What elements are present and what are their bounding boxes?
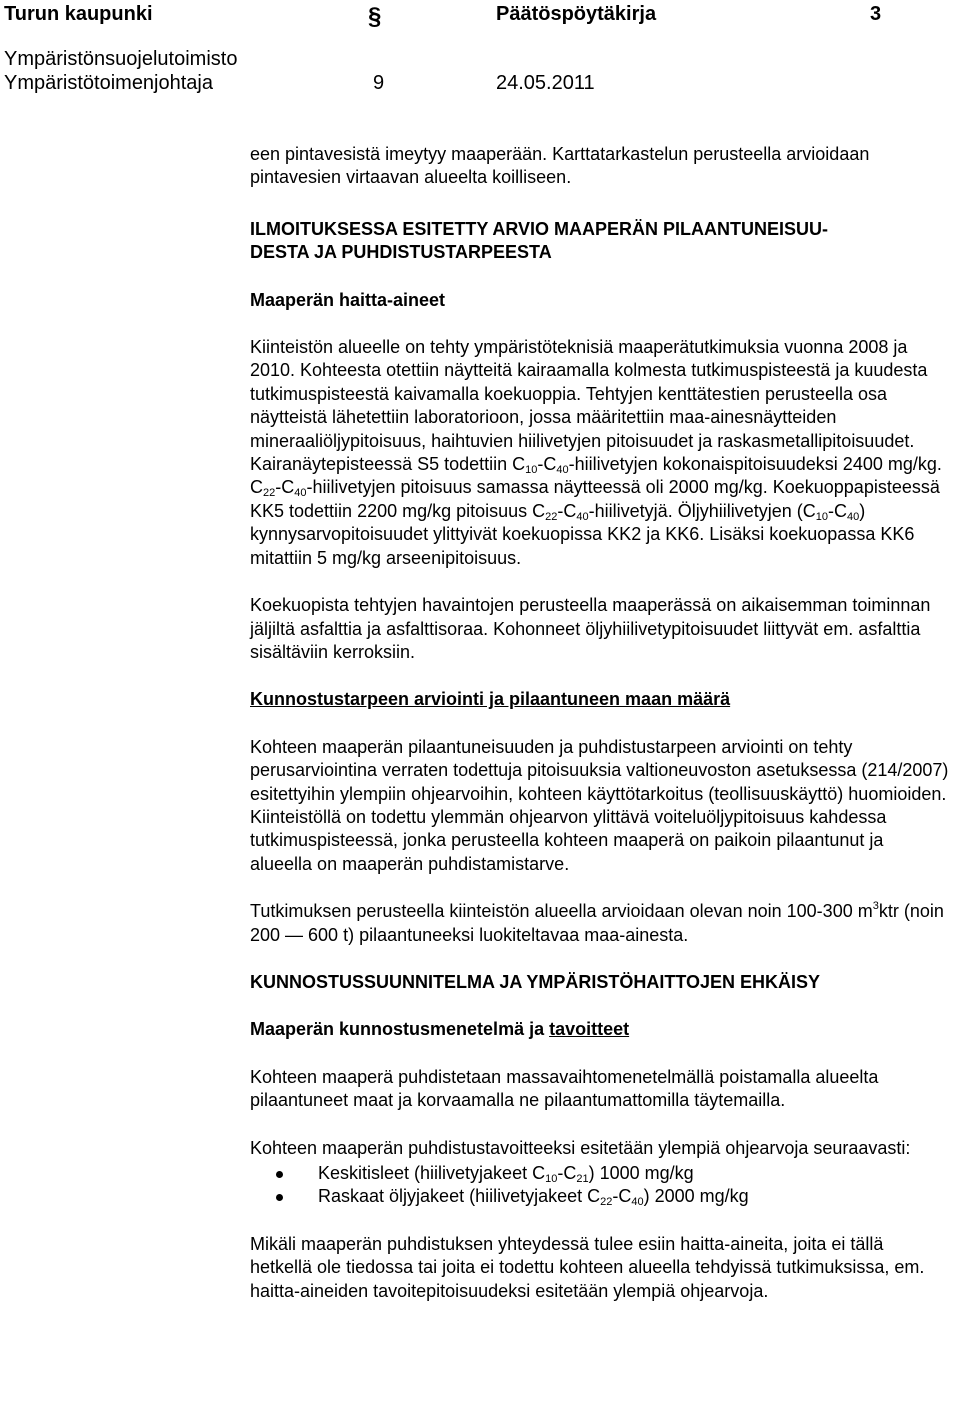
subscript: 10 [525,464,538,477]
paragraph-surface-water: een pintavesistä imeytyy maaperään. Karttatarkastelun perusteella arvioidaan pintavesien virtaavan alueelta koilliseen. [250,144,870,188]
paragraph-soil-studies: Kiinteistön alueelle on tehty ympäristöteknisiä maaperätutkimuksia vuonna 2008 ja 2010. Kohteesta otettiin näytteitä kairaamalla kolmesta tutkimuspisteestä ja kuudesta tutkimuspisteestä kaivamalla koekuoppia. Tehtyjen kenttätestien perusteella osa näytteistä lähetettiin laboratorioon, jossa määritettiin maa-ainesnäytteiden mineraaliöljypitoisuus, haihtuvien hiilivetyjen pitoisuudet ja raskasmetallipitoisuudet. Kairanäytepisteessä S5 todettiin $C_{10}-C_{40}$-hiilivetyjen kokonaispitoisuudeksi 2400 mg/kg. $C_{22}-C_{40}$-hiilivetyjen pitoisuus samassa näytteessä oli 2000 mg/kg. Koekuoppapisteessä KK5 todettiin 2200 mg/kg pitoisuus $C_{22}-C_{40}$-hiilivetyjä. Öljyhiilivetyjen $(C_{10}-C_{40})$ kynnysarvopitoisuudet ylittyivät koekuopissa KK2 ja KK6. Lisäksi koekuopassa KK6 mitattiin 5 mg/kg arseenipitoisuus. [250,337,942,568]
bullet-icon [276,1194,283,1201]
target-list [250,1162,950,1209]
subscript: 22 [545,510,558,523]
text-run: -hiilivetyjen pitoisuus samassa näytteessä oli 2000 mg/kg. Koekuoppapisteessä KK5 todettiin 2200 mg/kg pitoisuus C [250,477,940,521]
heading-contaminants: Maaperän haitta-aineet [250,289,446,310]
text-run: Kiinteistön alueelle on tehty ympäristöteknisiä maaperätutkimuksia vuonna 2008 ja 2010. Kohteesta otettiin näytteitä kairaamalla kolmesta tutkimuspisteestä ja kuudesta tutkimuspisteestä kaivamalla koekuoppia. Tehtyjen kenttätestien perusteella osa näytteistä lähetettiin laboratorioon, jossa määritettiin maa-ainesnäytteiden mineraaliöljypitoisuus, haihtuvien hiilivetyjen pitoisuudet ja raskasmetallipitoisuudet. Kairanäytepisteessä S5 todettiin C [250,337,928,475]
subscript: 40 [846,510,860,523]
text-run: Maaperän kunnostusmenetelmä ja [250,1019,550,1040]
office-name: Ympäristönsuojelutoimisto [4,48,238,70]
paragraph-target-levels: Kohteen maaperän puhdistustavoitteeksi esitetään ylempiä ohjearvoja seuraavasti: [250,1137,911,1158]
document-body [250,143,950,1303]
heading-remediation-need: Kunnostustarpeen arviointi ja pilaantuneen maan määrä [250,689,731,710]
text-run: Tutkimuksen perusteella kiinteistön alueella arvioidaan olevan noin 100-300 m [250,901,873,922]
subscript: 40 [294,487,307,500]
list-item: Keskitisleet (hiilivetyjakeet $C_{10}-C_{21}$) 1000 mg/kg [250,1162,950,1185]
text-run: -hiilivetyjä. Öljyhiilivetyjen (C [588,500,816,521]
subscript: 21 [576,1173,589,1185]
text-run: - [537,454,544,475]
subscript: 22 [600,1196,613,1209]
text-run: -hiilivetyjen kokonaispitoisuudeksi 2400 mg/kg. C [250,454,942,498]
text-run: - [827,500,834,521]
subscript: 40 [631,1196,644,1209]
section-sign-icon [366,0,384,30]
paragraph-test-pits: Koekuopista tehtyjen havaintojen perusteella maaperässä on aikaisemman toiminnan jäljiltä asfalttia ja asfalttisoraa. Kohonneet öljyhiilivetypitoisuudet liittyvät em. asfalttia sisältäviin kerroksiin. [250,595,931,662]
text-run: Raskaat öljyjakeet (hiilivetyjakeet C [318,1186,601,1207]
heading-line: DESTA JA PUHDISTUSTARPEESTA [250,242,552,263]
subscript: 40 [576,510,589,523]
subscript: 10 [545,1173,558,1185]
text-run: ) 2000 mg/kg [643,1186,749,1207]
text-run: tavoitteet [549,1019,630,1040]
bullet-icon [276,1171,283,1178]
meeting-date: 24.05.2011 [496,72,595,94]
document-type: Päätöspöytäkirja [496,3,657,25]
page-number: 3 [870,3,882,25]
text-run: ktr (noin 200 — 600 t) pilaantuneeksi luokiteltavaa maa-ainesta. [250,901,944,945]
heading-remediation-plan: KUNNOSTUSSUUNNITELMA JA YMPÄRISTÖHAITTOJEN EHKÄISY [250,971,821,992]
paragraph-volume [250,900,950,947]
text-run: - [557,500,564,521]
superscript: 3 [872,900,879,913]
subscript: 10 [815,510,828,523]
heading-soil-assessment [250,218,950,265]
city-name: Turun kaupunki [4,3,153,25]
text-run: Keskitisleet (hiilivetyjakeet C [318,1163,546,1183]
paragraph-other-contaminants: Mikäli maaperän puhdistuksen yhteydessä tulee esiin haitta-aineita, joita ei tällä hetkellä ole tiedossa tai joita ei todettu kohteen alueella tehdyissä tutkimuksissa, em. haitta-aineiden tavoitepitoisuudeksi esitetään ylempiä ohjearvoja. [250,1233,925,1301]
paragraph-assessment: Kohteen maaperän pilaantuneisuuden ja puhdistustarpeen arviointi on tehty perusarviointina verraten todettuja pitoisuuksia valtioneuvoston asetuksessa (214/2007) esitettyihin ylempiin ohjearvoihin, kohteen käyttötarkoitus (teollisuuskäyttö) huomioiden. Kiinteistöllä on todettu ylemmän ohjearvon ylittävä voiteluöljypitoisuus kahdessa tutkimuspisteessä, jonka perusteella kohteen maaperä on paikoin pilaantunut ja alueella on maaperän puhdistamistarve. [250,736,949,874]
text-run: ) 1000 mg/kg [588,1163,694,1183]
text-run: ) kynnysarvopitoisuudet ylittyivät koekuopissa KK2 ja KK6. Lisäksi koekuopassa KK6 mitattiin 5 mg/kg arseenipitoisuus. [250,500,915,568]
list-item: Raskaat öljyjakeet (hiilivetyjakeet $C_{22}-C_{40}$) 2000 mg/kg [250,1185,950,1208]
subscript: 40 [556,464,569,477]
svg-text:§: § [368,3,382,30]
subscript: 22 [263,487,276,500]
heading-method-goals [250,1018,950,1041]
text-run: - [557,1163,564,1183]
text-run: - [275,477,282,498]
section-number: 9 [373,72,385,94]
heading-line: ILMOITUKSESSA ESITETTY ARVIO MAAPERÄN PILAANTUNEISUU- [250,218,829,239]
text-run: - [612,1186,619,1207]
paragraph-method: Kohteen maaperä puhdistetaan massavaihtomenetelmällä poistamalla alueelta pilaantuneet maat ja korvaamalla ne pilaantumattomilla täytemailla. [250,1066,879,1111]
official-title: Ympäristötoimenjohtaja [4,72,213,94]
